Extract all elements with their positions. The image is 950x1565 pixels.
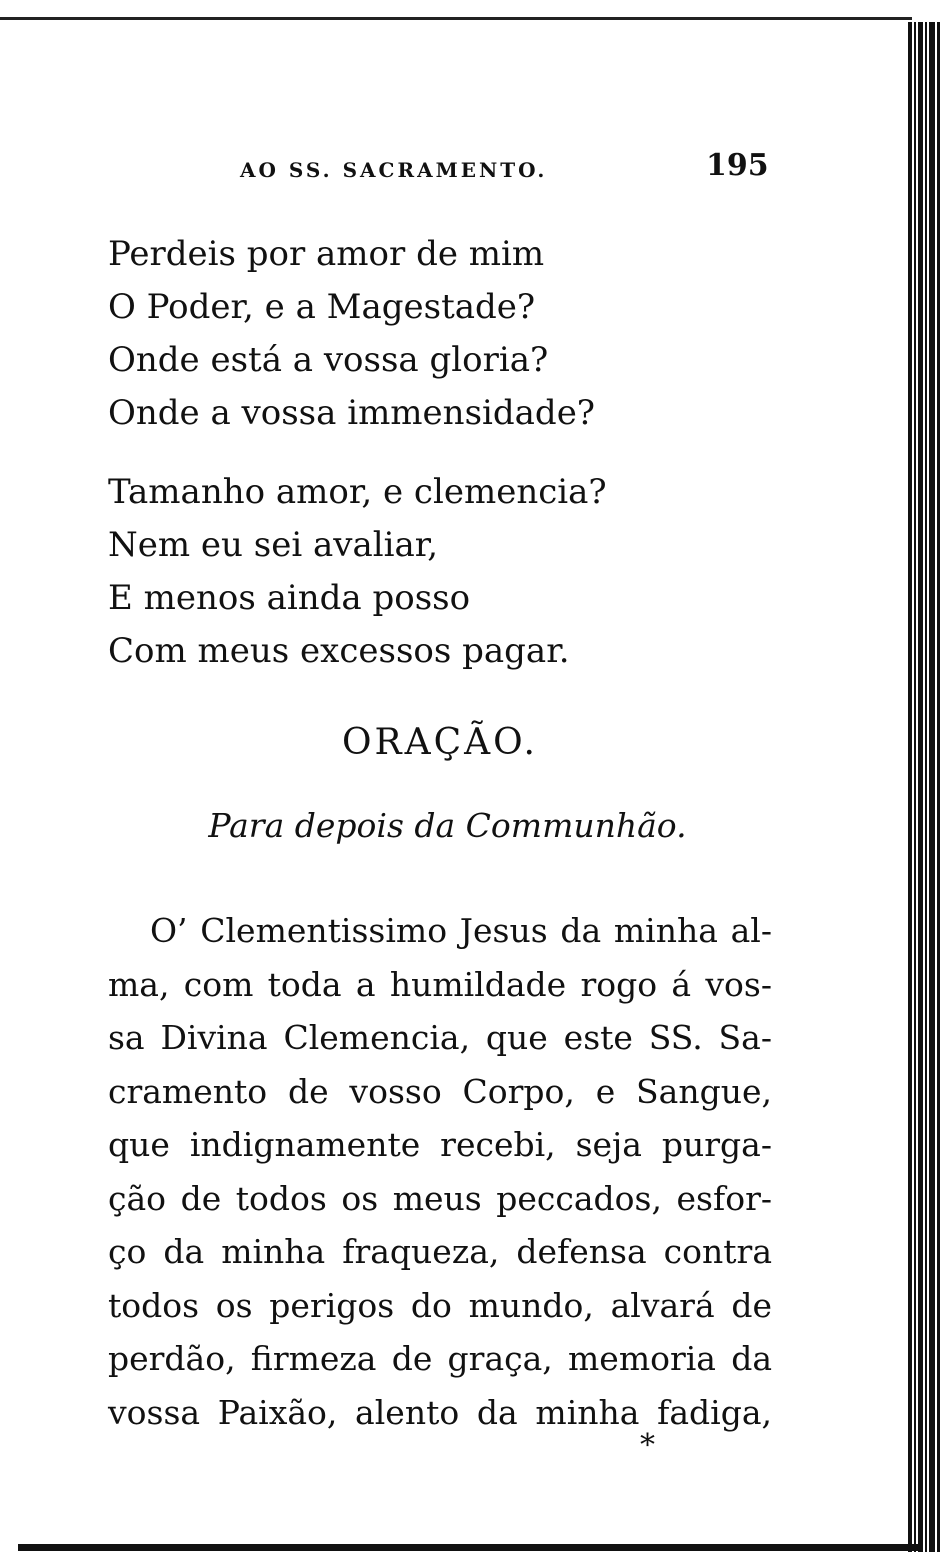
page-number: 195 (706, 148, 769, 183)
verse-line: Nem eu sei avaliar, (108, 525, 439, 565)
prayer-line: ma, com toda a humildade rogo á vos- (108, 964, 772, 1004)
prayer-paragraph (108, 904, 772, 1439)
verse-stanza-1 (108, 228, 595, 440)
section-title: ORAÇÃO. (341, 722, 538, 763)
prayer-line: ção de todos os meus peccados, esfor- (108, 1178, 772, 1218)
verse-line: Onde está a vossa gloria? (108, 340, 549, 380)
prayer-line: cramento de vosso Corpo, e Sangue, (108, 1071, 772, 1111)
prayer-line: vossa Paixão, alento da minha fadiga, (108, 1392, 772, 1432)
prayer-line: todos os perigos do mundo, alvará de (108, 1285, 772, 1325)
verse-line: Perdeis por amor de mim (108, 234, 545, 274)
verse-stanza-2 (108, 466, 607, 678)
top-border-line (0, 17, 912, 20)
verse-line: O Poder, e a Magestade? (108, 287, 536, 327)
verse-line: Onde a vossa immensidade? (108, 393, 596, 433)
running-title: AO SS. SACRAMENTO. (240, 158, 548, 182)
bottom-border-line (18, 1544, 918, 1551)
prayer-line: ço da minha fraqueza, defensa contra (108, 1232, 772, 1271)
prayer-line: que indignamente recebi, seja purga- (108, 1125, 772, 1164)
verse-line: Tamanho amor, e clemencia? (108, 472, 607, 512)
page-edge-stack (908, 22, 942, 1552)
signature-mark: * (640, 1428, 655, 1463)
prayer-line: sa Divina Clemencia, que este SS. Sa- (108, 1018, 772, 1057)
prayer-line: perdão, firmeza de graça, memoria da (108, 1339, 772, 1378)
verse-line: Com meus excessos pagar. (108, 631, 570, 671)
prayer-line: O’ Clementissimo Jesus da minha al- (150, 911, 772, 950)
section-subtitle: Para depois da Communhão. (208, 806, 687, 845)
verse-line: E menos ainda posso (108, 578, 471, 618)
